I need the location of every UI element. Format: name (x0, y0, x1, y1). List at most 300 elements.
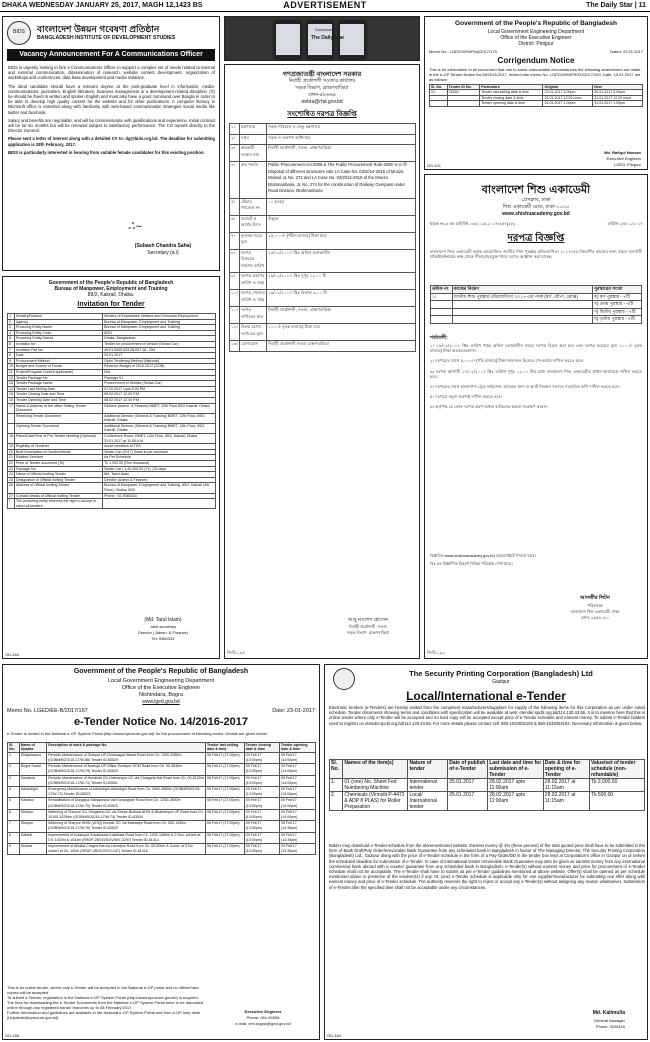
bogra-web-link[interactable]: www.lged.gov.bd (142, 699, 180, 705)
table-cell: Bogra Sadar (19, 764, 46, 775)
table-cell: 5 (8, 336, 15, 342)
table-cell: ১৩। (230, 341, 240, 352)
table-cell: 08 Feb17 (17:00pm) (206, 832, 245, 843)
table-cell: The procuring entity reserves the right to accept or reject all tenders. (15, 499, 103, 509)
spcbl-title: Local/International e-Tender (406, 689, 566, 703)
table-cell: 11 (9, 369, 13, 374)
table-cell: ১৬/০২/২০১৭ খ্রিঃ বিকাল ৩.০০ টা (267, 290, 416, 307)
table-cell: 09 Feb'17 (14:00pm) (279, 809, 315, 820)
table-row (230, 341, 416, 352)
term-item: ৬। কর্তৃপক্ষ যে কোন দরপত্র গ্রহণ অথবা বাতিলের ক্ষমতা সংরক্ষণ করেন। (430, 404, 548, 410)
table-cell: 23 (9, 466, 13, 471)
table-row (230, 124, 416, 135)
table-row (8, 787, 316, 798)
table-cell: 09 Feb'17 (14:30pm) (279, 844, 315, 855)
bids-ad (2, 16, 220, 271)
bids-logo-icon: BIDS (7, 21, 31, 45)
spcbl-table (329, 759, 645, 811)
table-cell: দরপত্র দাখিলের স্থান (239, 307, 266, 324)
table-cell: দপ্তর (239, 134, 266, 145)
table-cell: ১০। (230, 290, 240, 307)
term-item: ৫। দরপত্রে নমুনা অবশ্যই দাখিল করতে হবে। (430, 394, 502, 400)
shishu-web-link[interactable]: www.shishuacademy.gov.bd (502, 211, 570, 217)
table-cell: Procuring Entity Code (15, 330, 103, 336)
table-cell: ৫। (230, 198, 240, 215)
table-cell: 08 Feb17 (17:00pm) (206, 844, 245, 855)
shishu-table (430, 285, 642, 324)
table-cell: 49.01.0000.003.28.007.16 - 254 (103, 347, 216, 353)
table-cell: Place/Date/Time of Pre-Tender Meeting (Optional) (15, 434, 103, 444)
bogra-date: Date: 23-01-2017 (272, 708, 315, 714)
table-cell: ৯। (230, 273, 240, 290)
corr-signer-office: LGED, Pirojpur (614, 162, 641, 167)
table-cell: Improvement of Alhaba-Chayra Hat via Laxmipur Road from Ch. 00-500m & Const. of 5 No. culvert at Ch. 150m (RRDP-2BOG/GOV-147) Tender ID-81416 (47, 844, 206, 855)
table-cell: 21 (9, 455, 13, 460)
table-cell: Public Procurement Act-2006 & The Public Procurement Rule-2008 অনুযায়ী Disposal of different structures vide LA Case No. 03/2014-2015 of Mouza Moinail JL No. 271 and LA Case No. 04/2014-2015 of the Mouza Brahmanbaria, JL No. 274 for the construction of Railway Overpass under Road Division, Brahmanbaria (267, 162, 416, 199)
table-row (8, 775, 316, 786)
table-cell: Procuring Entity District (15, 336, 103, 342)
table-header: কাজের বিবরণ (452, 286, 592, 294)
shishu-terms (430, 343, 642, 415)
table-cell: 28.02.2017 upto 11:00am (488, 792, 544, 811)
table-cell: Bureau of Manpower, Employment and Training, 89/2, Kakrail (4th Floor), Dhaka-1000 (103, 483, 216, 493)
table-row (8, 844, 316, 855)
table-cell: 08.02.2017 12.30 P.M (103, 397, 216, 403)
table-cell: Local/ International tender (408, 792, 448, 811)
table-cell: Related Services (15, 455, 103, 461)
table-cell: International tender (408, 779, 448, 792)
table-cell: Widening of Sherpur NHW (UHQ)-Kundar GC via Matradpu Road from Ch. 500-1190m (GOBM/BOG/16-17/W-76) Tender ID-83529 (47, 821, 206, 832)
shishu-academy-ad (424, 174, 648, 659)
table-cell: Tk 1,000.00 (Five thousand) (103, 461, 216, 467)
table-cell: 2 (8, 764, 20, 775)
table-cell: 2. (330, 792, 343, 811)
corr-date: Dated: 22.01.2017 (610, 49, 643, 54)
table-cell: 09 Feb'17 (14:00pm) (279, 787, 315, 798)
table-cell: Opening Tender Document (15, 423, 103, 433)
table-header: Names of the item(s) (343, 760, 408, 779)
bids-body (8, 65, 215, 155)
table-cell: Phone : 02-9360334 (103, 493, 216, 499)
table-cell: Tender Package No (15, 375, 103, 381)
table-cell: Improvement of Kolakupa Sukatbazar-Kaletbala Road from Ch. 1000-1380m & 2 Nos. culvert at Ch. 1020m & 1043m (RRDP-2BOG/GOV/597-3297) Tender ID-81414 (47, 832, 206, 843)
table-cell: 09 Feb'17 (14:00pm) (279, 798, 315, 809)
table-cell: 2 (8, 319, 15, 325)
bogra-memo: Memo No. LGED/EE-B/2017/157 (7, 708, 88, 714)
table-row (8, 752, 316, 763)
table-cell (447, 101, 479, 106)
table-cell: 23.01.2017 5.00pm (543, 90, 593, 95)
shishu-more: বিস্তারিত www.shishuacademy.gov.bd ওয়েবসাইটে পাওয়া যাবে। (430, 553, 536, 558)
bogra-footnotes (7, 985, 207, 1020)
table-cell: Dhunat (19, 844, 46, 855)
table-cell: গ) দ্বিতীয় পুরস্কার - ৭টি (592, 308, 641, 316)
table-cell: 19 (9, 444, 13, 449)
shishu-title: বাংলাদেশ শিশু একাডেমী (481, 184, 591, 196)
table-cell: 6 (8, 341, 15, 347)
table-cell: নির্বাহী প্রকৌশলী সওজ ব্রাহ্মণবাড়িয়া (267, 341, 416, 352)
bids-signer-title: Secretary (a.i) (147, 250, 179, 256)
table-cell: Brief Description of Goods/Vehicle (15, 449, 103, 455)
table-cell: দরপত্র গ্রহণের তারিখ ও সময় (239, 273, 266, 290)
shishu-signer-org: বাংলাদেশ শিশু একাডেমী, ঢাকা (570, 609, 620, 614)
rhd-signer-title: নির্বাহী প্রকৌশলী, সওজ (349, 624, 387, 629)
table-cell: 24.01.2017 1.00pm (543, 101, 593, 106)
corr-district: District: Pirojpur (518, 41, 554, 47)
gd-number: জিডি-১৯২ (427, 650, 445, 655)
table-cell: 09 Feb'17 (13:00pm) (244, 775, 279, 786)
table-cell: 8 (8, 832, 20, 843)
table-cell: 7 (8, 821, 20, 832)
table-cell: ১১। (230, 307, 240, 324)
table-cell: 01 (one) No. Sheet Fed Numbering Machine (343, 779, 408, 792)
rhd-office: নির্বাহী প্রকৌশলী সওজ'র কার্যালয় (288, 78, 356, 84)
bmet-signer-3: Tel: 9360334 (151, 636, 175, 641)
table-cell: 1 (8, 752, 20, 763)
table-cell: ২। (230, 134, 240, 145)
table-cell: Sherpur (19, 821, 46, 832)
table-header: Value/set of tender schedule (non-refundable) (589, 760, 644, 779)
section-title: ADVERTISEMENT (283, 0, 367, 10)
table-cell: Sonatola (19, 775, 46, 786)
table-cell: 25.01.2017 (448, 779, 488, 792)
table-header: Sl. No. (430, 85, 448, 90)
table-cell: 08 Feb17 (17:00pm) (206, 809, 245, 820)
bids-para: BIDS is urgently looking to hire a Communications Officer to support a complex set of needs related to internal and external communication, dissemination of research, website content development, organization of workshops and conferences, data base development and media relations. (8, 65, 215, 81)
spcbl-logo-icon (333, 668, 355, 690)
gd-number: GD-163 (5, 652, 20, 657)
bids-title-en: BANGLADESH INSTITUTE OF DEVELOPMENT STUDIES (37, 35, 176, 41)
table-header: Last date and time for submission of e-Tender (488, 760, 544, 779)
table-cell: যোগাযোগ (239, 341, 266, 352)
table-cell: As Per Schedule (103, 455, 216, 461)
table-cell: 4 (8, 787, 20, 798)
table-cell: ১। (431, 293, 453, 301)
table-cell: Tk 500.00 (589, 792, 644, 811)
bmet-signer-1: Joint secretary (149, 624, 176, 629)
table-cell: Sedan Car | 1,40,000.00 (Tk) | 30 days (103, 466, 216, 472)
table-row (8, 809, 316, 820)
table-cell: 09 Feb'17 (13:00pm) (244, 844, 279, 855)
table-cell: Name of Official Inviting Tender (15, 472, 103, 478)
table-cell: সড়ক পরিবহন ও সেতু মন্ত্রণালয় (267, 124, 416, 135)
table-cell: বাজেট ও অর্থের উৎস (239, 215, 266, 232)
rhd-gov: গণপ্রজাতন্ত্রী বাংলাদেশ সরকার (282, 71, 362, 78)
table-cell: 14 (9, 386, 13, 391)
table-cell: Chemicals (Vinnolit P-4472 & ADP 8 PLAS) for Roller Preparation (343, 792, 408, 811)
rhd-email: eebra@rhd.gov.bd (301, 99, 343, 105)
table-cell: Tender closing date & time (480, 95, 543, 100)
table-cell: 09 Feb'17 (14:00pm) (279, 775, 315, 786)
table-cell: ৪। (230, 162, 240, 199)
table-header: Date of publish of e-Tender (448, 760, 488, 779)
table-cell: Package No (15, 466, 103, 472)
table-row (230, 307, 416, 324)
spcbl-etender-ad (324, 664, 648, 1040)
table-header: পুরস্কারের সংখ্যা (592, 286, 641, 294)
table-cell: 17 (8, 403, 15, 413)
term-item: ৩। দরপত্র আগামী ১৭/০২/২০১৭ খ্রিঃ তারিখ দুপুর ১২.০০ টার মধ্যে বাংলাদেশ শিশু একাডেমীর প্রধান কার্যালয়ে দাখিল করতে হবে। (430, 368, 642, 379)
table-cell: Bureau of Manpower, Employment and Training (103, 319, 216, 325)
table-row (230, 324, 416, 341)
rhd-signer: আবু নওশেদ হোসেন (347, 617, 389, 623)
table-cell: খ) প্রথম পুরস্কার - ৭টি (592, 301, 641, 309)
table-row (230, 215, 416, 232)
table-cell: Receiving Tender Document (15, 413, 103, 423)
table-cell: ক্রয়কারী সংস্থার নাম (239, 145, 266, 162)
bmet-tender-ad (2, 276, 220, 659)
table-row (430, 101, 643, 106)
table-cell: 16 (9, 397, 13, 402)
table-cell: 1 (8, 314, 15, 320)
table-cell: 3 (8, 775, 20, 786)
table-cell: Periodic Maintenance of Shibpur UP-Dominagari Bazar Road from Ch. 1300-4380m (GOBM/BOG/16-17/W-86) Tender ID-83529 (47, 752, 206, 763)
table-cell: 09 Feb'17 (13:00pm) (244, 821, 279, 832)
table-cell (431, 301, 453, 309)
table-cell: 30.01.2017 5.00pm (593, 90, 643, 95)
table-row (230, 134, 416, 145)
table-cell: 09 Feb'17 (13:00pm) (244, 752, 279, 763)
table-header: Nature of tender (408, 760, 448, 779)
table-cell (430, 101, 448, 106)
table-row (330, 779, 645, 792)
table-cell: Periodic Maintenance of Namuja UP Office-Tirazipur GCM Road from Ch. 00-2840m (GOBM/BOG/16-17/W-79) Tender ID-83520 (47, 764, 206, 775)
corr-signer: Md. Rafiqul Hassan (604, 150, 641, 155)
table-cell: Tender Opening Date and Time (15, 397, 103, 403)
corr-dept: Local Government Engineering Department (487, 29, 585, 35)
table-header: Tender closing date & time (244, 743, 279, 753)
table-cell: Tender Last Selling Date (15, 386, 103, 392)
bids-para: Salary and benefits are negotiable, and will be commensurate with qualifications and experience. Initial contract will be for six months but will be renewed subject to satisfactory performance. The CO reports directly to the Director General. (8, 117, 215, 134)
shishu-terms-title: শর্তাবলী: (430, 335, 448, 341)
table-cell (431, 308, 453, 316)
shishu-notice-title: দরপত্র বিজ্ঞপ্তি (507, 233, 565, 244)
masthead-page: The Daily Star | 11 (586, 2, 646, 9)
bmet-bureau: Bureau of Manpower, Employment and Training (54, 286, 168, 292)
table-cell: 22 (9, 461, 13, 466)
table-cell: ১০০০/- (এক হাজার) টাকা মাত্র (267, 324, 416, 341)
table-cell: 31.01.2017 12.00 noon (593, 95, 643, 100)
table-row (431, 316, 642, 324)
table-row (230, 232, 416, 249)
table-cell: 25 (9, 477, 13, 482)
table-cell: Package 01 (103, 375, 216, 381)
table-cell: Ministry of Expatriates' Welfare and Overseas Employment (103, 314, 216, 320)
table-cell: 07.02.2017 Upto 5.00 PM (103, 386, 216, 392)
page-dateline: DHAKA WEDNESDAY JANUARY 25, 2017, MAGH 12,1423 BS (2, 2, 203, 9)
table-row (230, 198, 416, 215)
table-cell: 08 Feb17 (17:00pm) (206, 787, 245, 798)
table-cell: Tender Closing Date and Time (15, 392, 103, 398)
table-cell: N/A (103, 369, 216, 375)
table-cell: Widening of Sherpur GC-Simgacho GC via Shiraz-Bulbula NHW & Bhabanipur UP Road from Ch. 10100-12256m (GOBM/BOG/16-17/W-74) Tender ID-83534 (47, 809, 206, 820)
table-row (230, 145, 416, 162)
table-cell: 09 Feb'17 (14:30pm) (279, 832, 315, 843)
table-cell: 08.02.2017 12.00 P.M (103, 392, 216, 398)
spcbl-signer-title: General Manager (593, 1018, 625, 1023)
table-row (8, 499, 216, 509)
table-row (8, 413, 216, 423)
table-cell: Additional Director (General & Training) BMET, 12th Floor, 89/2, Kakrail, Dhaka (103, 423, 216, 433)
spcbl-signer: Md. Kalimulla (592, 1010, 625, 1016)
table-header: Description of work & package No. (47, 743, 206, 753)
gd-number: GD-188 (5, 1033, 20, 1038)
table-cell: 24.01.2017 12.00 noon (543, 95, 593, 100)
table-cell: নির্বাহী প্রকৌশলী, সওজ, ব্রাহ্মণবাড়িয়া (267, 307, 416, 324)
table-cell: Procurement Method (15, 358, 103, 364)
table-cell: Procurement of Vehicle (Sedan Car) (103, 381, 216, 387)
table-cell: Budget and Source of Funds (15, 364, 103, 370)
rhd-phone: ফোন-৫৮৬৬৪ (307, 92, 337, 98)
table-cell: Ministry/Division (15, 314, 103, 320)
bogra-dept: Local Government Engineering Department (107, 678, 215, 684)
table-cell: Director (Admin & Finance) (103, 477, 216, 483)
corr-signer-title: Executive Engineer (606, 156, 641, 161)
table-cell: 1. (330, 779, 343, 792)
bids-para: BIDS is particularly interested in hearing from suitable female candidates for this existing position. (8, 149, 205, 155)
bogra-table (7, 742, 316, 855)
bmet-title: Invitation for Tender (77, 301, 145, 308)
gd-number: জিডি-১৯৪ (227, 650, 245, 655)
table-cell: 09 Feb'17 (13:00pm) (244, 787, 279, 798)
table-cell: 9 (8, 844, 20, 855)
table-cell: 28.02.2017 at 11:15am (543, 779, 589, 792)
corr-memo: Memo No.: LGED/XEN/Piroj/2017/175 (429, 49, 497, 54)
spcbl-phone: Phone: 9205116 (595, 1024, 625, 1029)
table-cell: Contact details of Official Inviting Tender (15, 493, 103, 499)
table-row (8, 314, 216, 320)
bmet-gov: Government of the People's Republic of Bangladesh (48, 280, 174, 286)
table-cell: দরপত্র বিক্রয়ের সর্বশেষ তারিখ (239, 249, 266, 273)
table-cell: Invitation Ref No. (15, 347, 103, 353)
term-item: ২। দরপত্রের সাথে ৫,০০০/- (পাঁচ হাজার) টাকা জামানত হিসেবে পে-অর্ডার দাখিল করতে হবে। (430, 358, 584, 364)
table-cell: 08 Feb17 (17:00pm) (206, 821, 245, 832)
rhd-table (229, 123, 416, 352)
term-item: ৪। দরপত্রের সাথে হালনাগাদ ট্রেড লাইসেন্স, আয়কর সনদ ও ভ্যাট নিবন্ধন সনদের সত্যায়িত কপি দাখিল করতে হবে। (430, 384, 620, 390)
table-cell: ক) স্বর্ণ পুরস্কার - ৭টি (592, 293, 641, 301)
table-header: Sl. No. (8, 743, 20, 753)
table-cell: Emergency Maintenance of Adamdighi-Alamdighi Road from Ch. 2800-3960m (GOBM/BOG/16-17/W-73) Tender ID-83523 (47, 787, 206, 798)
table-cell: 09 Feb'17 (13:00pm) (244, 764, 279, 775)
table-cell: Address of Official Inviting Tender (15, 483, 103, 493)
footnote: This is an online tender, where only e-Tender will be accepted in the National e-GP portal and no offline/hard copies will be accepted. (7, 985, 199, 995)
newspaper-header (0, 0, 650, 12)
table-cell: 24 (9, 472, 13, 477)
table-header: Tender ID No. (447, 85, 479, 90)
table-cell: ঘ) তৃতীয় পুরস্কার - ৭টি (592, 316, 641, 324)
table-cell (452, 316, 592, 324)
table-cell: Tender last selling date & time (480, 90, 543, 95)
table-cell: * (8, 499, 15, 509)
lged-corrigendum-ad (424, 16, 648, 170)
table-cell: নির্বাহী প্রকৌশলী, সওজ, ব্রাহ্মণবাড়িয়া (267, 145, 416, 162)
table-cell: 23.01.2017 (103, 353, 216, 359)
table-cell (8, 413, 15, 423)
footnote: The fees for downloading the e-Tender Documents from the National e-GP System Portal have to be deposited online through any registered banks' branches up to 08 February'2017. (7, 1000, 204, 1010)
lged-bogra-etender-ad (2, 664, 320, 1040)
table-cell: 09 Feb'17 (14:30pm) (279, 821, 315, 832)
table-cell: ১৫/০২/২০১৭ খ্রিঃ অফিস চলাকালীন (267, 249, 416, 273)
table-cell: 09 Feb'17 (14:00pm) (279, 764, 315, 775)
table-cell: Tender opening date & time (480, 101, 543, 106)
shishu-adv: বিঃ দ্রঃ বিজ্ঞাপিত বিবরণ বিভিন্ন পত্রিকায় দেখা যাবে। (430, 561, 513, 566)
table-cell: Shajahanpur (19, 752, 46, 763)
table-cell: Kahaloo (19, 798, 46, 809)
table-cell: 09 Feb'17 (13:00pm) (244, 832, 279, 843)
table-row (8, 434, 216, 444)
bmet-signer-2: Director ( Admin. & Finance) (137, 630, 189, 635)
table-header: Name of Upazila (19, 743, 46, 753)
table-cell: 09 Feb'17 (13:00pm) (244, 798, 279, 809)
table-cell: Date (15, 353, 103, 359)
shishu-ref: স্মারক নং-৩ এম ৫/বিবিধ-০৩/২০১৬-২০১৭/৩৫৭(২৮) (429, 221, 515, 226)
table-cell: 8201 (103, 330, 216, 336)
table-cell (452, 308, 592, 316)
table-cell: 10 (9, 364, 13, 369)
table-cell: Eligibility of Tenderer (15, 444, 103, 450)
table-cell: ১৬/০২/২০১৭ খ্রিঃ দুপুর ১২.০০ টা (267, 273, 416, 290)
table-row (8, 483, 216, 493)
bids-title-bn: বাংলাদেশ উন্নয়ন গবেষণা প্রতিষ্ঠান (37, 24, 160, 34)
table-header: Tender opening date & time (279, 743, 315, 753)
table-cell: ০১ (এক) (267, 198, 416, 215)
table-cell (452, 301, 592, 309)
table-cell: 20 (9, 449, 13, 454)
bids-signature: ஃ~ (128, 222, 143, 232)
term-item: ১। ১৬/০২/২০১৭ খ্রিঃ তারিখ পর্যন্ত অফিস চলাকালীন সময়ে দরপত্র বিক্রয় করা হবে এবং দরপত্র ফরমের মূল্য ১০০০/- (এক হাজার) টাকা অফেরতযোগ্য। (430, 343, 642, 354)
rhd-tender-ad (224, 64, 420, 659)
table-row (230, 162, 416, 199)
corr-body: This is for information to all concerned that due to some unavoidable circumstances the following amendment are made in the e-GP Tender Notice No.08/2016-2017, invited vide memo No. LGED/XEN/PIROJ/2017/150, Date: 15.01.2017 are as follows: (429, 67, 641, 82)
bogra-title: e-Tender Notice No. 14/2016-2017 (73, 716, 249, 728)
table-cell: 25.01.2017 (448, 792, 488, 811)
bogra-phone: Phone: 051-69306 (246, 1015, 280, 1020)
spcbl-name: The Security Printing Corporation (Bangladesh) Ltd (409, 669, 593, 678)
table-cell: 9 (8, 358, 15, 364)
table-cell: ১২। (230, 324, 240, 341)
table-header: Sl. No. (330, 760, 343, 779)
table-cell (103, 499, 216, 509)
table-header: New (593, 85, 643, 90)
table-row (230, 290, 416, 307)
table-cell: Director (Admin. & Finance) BMET, 12th Floor 89/2 Kakrail, Dhaka (103, 403, 216, 413)
table-header: Tender last selling date & time (206, 743, 245, 753)
table-cell: Name & Address of the office Selling Tender Document (15, 403, 103, 413)
table-cell: 5 (8, 798, 20, 809)
spcbl-intro: Electronic tenders (e-Tenders) are hereby invited from the competent manufacturers/suppliers for supply of the following items for this Corporation as per under noted schedule. Tender documents showing terms and conditions with specification will be available at web: etender.spcbl.org.bd/114.130.43.56. It is to mention here that this is online tender where only e-Tender will be accepted and no hard copy will be accepted except price of e-Tender schedule and earnest money. To submit e-Tender bidders need to register on etender.spcbl.org.bd/114.130.43.56. For more details please contact cell: 880-1534002183 & 880-1534002184. Necessary information is given below: (329, 705, 645, 726)
table-row (431, 308, 642, 316)
table-cell: 09 Feb'17 (13:00pm) (244, 809, 279, 820)
table-row (230, 249, 416, 273)
bmet-table (7, 313, 216, 509)
table-cell: 28.02.2017 upto 11:00am (488, 779, 544, 792)
shishu-sub2: শিশু একাডেমী রোড, ঢাকা-১০০০ (502, 204, 570, 210)
gd-number: GD-191 (427, 163, 442, 168)
table-row (8, 403, 216, 413)
table-cell: Price of Tender document (Tk) (15, 461, 103, 467)
table-row (8, 832, 316, 843)
table-row (431, 293, 642, 301)
table-cell: Conference Room, BMET, 12th Floor, 89/2, Kakrail, Dhaka 31.01.2017 at 11:00 A.M (103, 434, 216, 444)
corr-table (429, 84, 643, 107)
table-row (8, 821, 316, 832)
table-cell: Rehabilitation of Durgapur-Narayanpur via Kundogram Road from Ch. 1250-2500m (GOBM/BOG/16-17/W-75) Tender ID-83520 (47, 798, 206, 809)
table-row (330, 792, 645, 811)
table-cell: Acute condition of TDS (103, 444, 216, 450)
table-cell: Periodic Maintenance of Horidhali GC-Hatsherpur GC via Chaigaria Hat Road from Ch. 00-5125m (GOBM/BOG/16-17/W-71) Tender ID-83501 (48, 775, 204, 785)
table-cell: Designation of Official Inviting Tender (15, 477, 103, 483)
table-cell: 18 (8, 434, 15, 444)
